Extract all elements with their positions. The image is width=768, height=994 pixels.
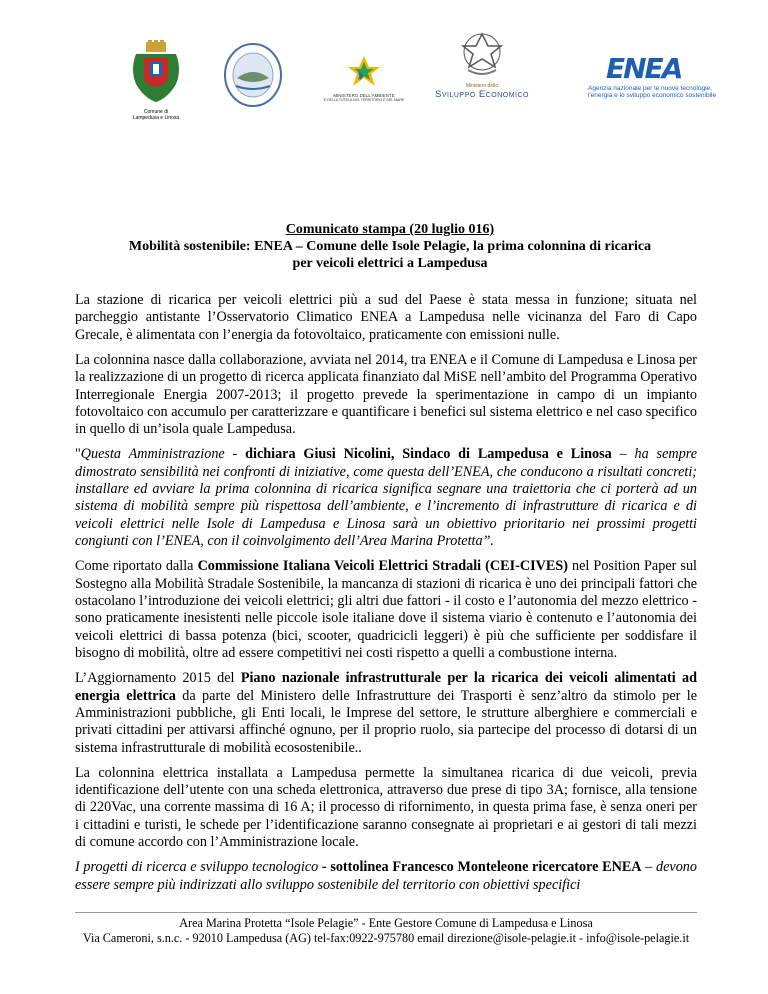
press-release-header bbox=[90, 221, 690, 272]
headline-line-1: Mobilità sostenibile: ENEA – Comune delle Isole Pelagie, la prima colonnina di ricarica bbox=[128, 239, 652, 254]
p7-italic-b: – devono essere sempre più indirizzati allo sviluppo sostenibile del territorio con obiettivi specifici bbox=[75, 859, 697, 893]
enea-caption-1: Agenzia nazionale per le nuove tecnologie, bbox=[588, 85, 712, 92]
footer-line-2: Via Cameroni, s.n.c. - 92010 Lampedusa (AG) tel-fax:0922-975780 email direzione@isole-pelagie.it - info@isole-pelagie.it bbox=[82, 930, 690, 945]
paragraph-5 bbox=[75, 670, 697, 757]
logo-bar bbox=[0, 0, 768, 130]
paragraph-6: La colonnina elettrica installata a Lampedusa permette la simultanea ricarica di due veicoli, previa identificazione dell’utente con una scheda elettronica, attraverso due prese di tipo 3A; fornisce, alla tensione di 220Vac, una corrente massima di 16 A; il processo di rifornimento, in questa prima fase, è senza oneri per i cittadini e turisti, le schede per l’identificazione saranno consegnate ai proprietari e ai gestori di tali mezzi di comune accordo con l’Amministrazione locale. bbox=[75, 764, 697, 851]
emblem-icon bbox=[428, 30, 536, 78]
mise-logo bbox=[428, 30, 536, 102]
seal-icon bbox=[222, 42, 284, 108]
comune-crest-logo bbox=[128, 40, 184, 120]
mise-caption-1: Ministero dello bbox=[465, 83, 499, 89]
page-footer bbox=[75, 916, 697, 946]
quote-italic-b: – ha sempre dimostrato sensibilità nei confronti di iniziative, come questa dell’ENEA, che conducono a risultati concreti; installare ed avviare la prima colonnina di ricarica significa segnare una traiettoria che ci porterà ad un sistema di mobilità sempre più rispettosa dell’ambiente, e l’incremento di infrastrutture di ricarica e di veicoli elettrici nelle Isole di Lampedusa e Linosa sarà un obiettivo prioritario nei prossimi progetti congiunti con l’ENEA, con il coinvolgimento dell’Area Marina Protetta”. bbox=[75, 446, 697, 550]
paragraph-2: La colonnina nasce dalla collaborazione, avviata nel 2014, tra ENEA e il Comune di Lampedusa e Linosa per la realizzazione di un progetto di ricerca applicata finanziato dal MiSE nell’ambito del Programma Operativo Interregionale Energia 2007-2013; il progetto prevede la sperimentazione in campo di un impianto fotovoltaico con accumulo per caratterizzare e quantificare i benefici sul sistema elettrico e nel caso specifico in quello di un’isola quale Lampedusa. bbox=[75, 351, 697, 438]
ministero-ambiente-caption-2: E DELLA TUTELA DEL TERRITORIO E DEL MARE bbox=[323, 98, 405, 102]
star-icon bbox=[322, 54, 406, 88]
mise-caption-2: Sviluppo Economico bbox=[435, 89, 529, 100]
ministero-ambiente-caption-1: MINISTERO DELL'AMBIENTE bbox=[333, 93, 395, 98]
p5-bold: Piano nazionale infrastrutturale per la ricarica dei veicoli alimentati ad energia elettrica bbox=[75, 670, 697, 704]
area-marina-seal-logo bbox=[222, 42, 284, 108]
headline-line-2: per veicoli elettrici a Lampedusa bbox=[292, 256, 488, 271]
footer-line-1: Area Marina Protetta “Isole Pelagie” - Ente Gestore Comune di Lampedusa e Linosa bbox=[179, 916, 593, 930]
paragraph-3 bbox=[75, 446, 697, 550]
p5-text-b: da parte del Ministero delle Infrastrutture dei Trasporti è senz’altro da stimolo per le Amministrazioni pubbliche, gli Enti locali, le Imprese del settore, le strutture alberghiere e commerciali e privati cittadini per attivarsi affinché ognuno, per il proprio ruolo, sia partecipe del processo di dotarsi di un sistema infrastrutturale di mobilità ecosostenibile.. bbox=[75, 687, 697, 756]
press-release-body bbox=[75, 292, 697, 902]
p4-bold: Commissione Italiana Veicoli Elettrici Stradali (CEI-CIVES) bbox=[197, 558, 568, 575]
ministero-ambiente-logo bbox=[322, 54, 406, 104]
quote-speaker: dichiara Giusi Nicolini, Sindaco di Lampedusa e Linosa bbox=[245, 446, 612, 463]
footer-divider bbox=[75, 912, 697, 913]
paragraph-1: La stazione di ricarica per veicoli elettrici più a sud del Paese è stata messa in funzione; situata nel parcheggio antistante l’Osservatorio Climatico ENEA a Lampedusa nelle vicinanza del Faro di Capo Grecale, è alimentata con l’energia da fotovoltaico, praticamente con emissioni nulle. bbox=[75, 292, 697, 343]
quote-mark: " bbox=[75, 446, 81, 463]
enea-wordmark: ENEA bbox=[606, 52, 682, 85]
enea-caption-2: l'energia e lo sviluppo economico sostenibile bbox=[588, 92, 717, 99]
p7-italic-a: I progetti di ricerca e sviluppo tecnologico bbox=[75, 859, 319, 876]
p4-text-b: nel Position Paper sul Sostegno alla Mobilità Stradale Sostenibile, la mancanza di stazioni di ricarica è uno dei principali fattori che ostacolano l’introduzione dei veicoli elettrici; gli altri due fattori - il costo e l’autonomia del mezzo elettrico - sono praticamente inesistenti nelle piccole isole italiane dove il sistema viario è contenuto e l’autonomia dei veicoli elettrici di bassa potenza (bici, scooter, quadricicli leggeri) è più che sufficiente per soddisfare il bisogno di mobilità, oltre ad essere competitivi nei costi rispetto a quelli a combustione interna. bbox=[75, 558, 697, 662]
paragraph-7 bbox=[75, 859, 697, 894]
enea-logo bbox=[588, 52, 718, 105]
comune-caption-1: Comune di bbox=[143, 109, 169, 115]
paragraph-4 bbox=[75, 558, 697, 662]
p5-text-a: L’Aggiornamento 2015 del bbox=[75, 670, 241, 687]
p7-bold: - sottolinea Francesco Monteleone ricercatore ENEA bbox=[318, 859, 642, 876]
p4-text-a: Come riportato dalla bbox=[75, 558, 198, 575]
quote-italic-a: Questa Amministrazione - bbox=[80, 446, 246, 463]
comune-caption-2: Lampedusa e Linosa bbox=[132, 115, 180, 121]
crest-icon bbox=[128, 40, 184, 104]
document-title: Comunicato stampa (20 luglio 016) bbox=[285, 222, 495, 237]
